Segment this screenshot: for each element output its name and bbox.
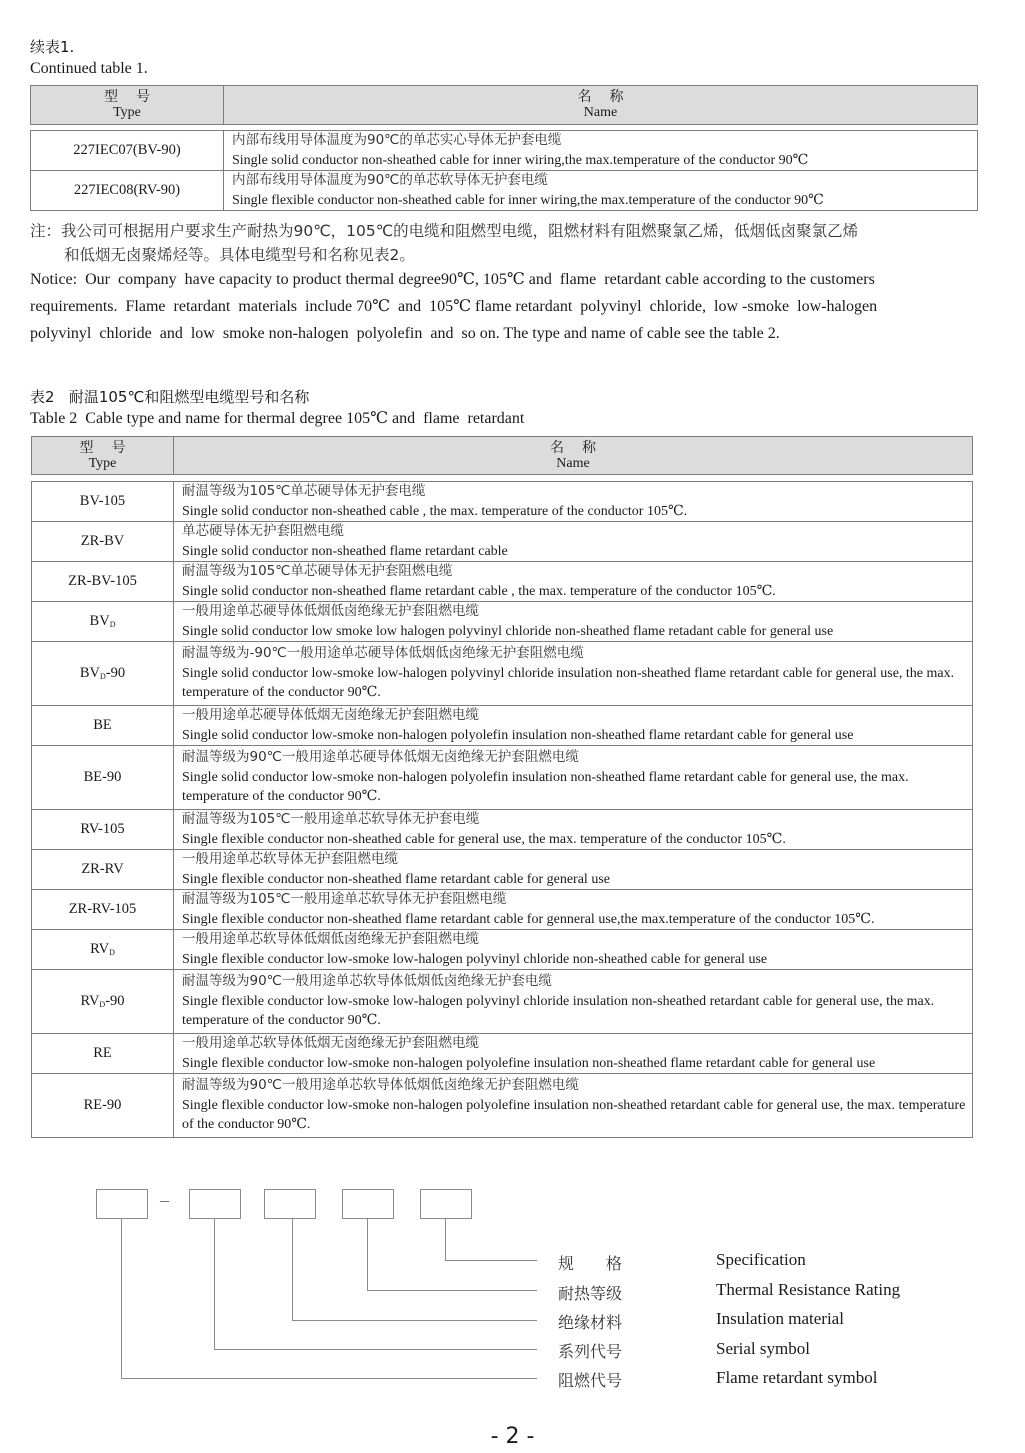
label-thermal-cn: 耐热等级	[558, 1284, 623, 1303]
cable-name-cn: 一般用途单芯软导体低烟低卤绝缘无护套阻燃电缆	[182, 931, 479, 947]
cable-name-cn: 一般用途单芯软导体无护套阻燃电缆	[182, 851, 398, 867]
cable-type	[32, 706, 174, 746]
type-header-en: Type	[88, 455, 117, 471]
table-row	[32, 1034, 973, 1074]
table-row	[31, 131, 978, 171]
cable-type-code: ZR-RV	[81, 861, 124, 877]
label-insulation-en: Insulation material	[716, 1309, 844, 1328]
label-serial-cn: 系列代号	[558, 1342, 623, 1361]
table1-body	[30, 130, 978, 211]
cable-name	[174, 602, 973, 642]
connector-line	[214, 1219, 215, 1349]
table2-caption-cn: 表2 耐温105℃和阻燃型电缆型号和名称	[30, 388, 310, 406]
label-specification-cn: 规 格	[558, 1254, 623, 1273]
page-number: - 2 -	[490, 1424, 535, 1449]
table2-header-name	[174, 437, 973, 475]
cable-name-cn: 耐温等级为90℃一般用途单芯硬导体低烟无卤绝缘无护套阻燃电缆	[182, 749, 579, 766]
cable-type	[32, 642, 174, 706]
name-header-en: Name	[583, 105, 618, 120]
code-dash: –	[160, 1190, 169, 1210]
notice-en-line1: Notice: Our company have capacity to product thermal degree90℃, 105℃ and flame retardant cable according to the customers	[30, 271, 875, 288]
cable-type	[32, 850, 174, 890]
cable-name-en: Single flexible conductor low-smoke non-halogen polyolefine insulation non-sheathed flame retardant cable for general use	[182, 1055, 876, 1071]
cable-name	[224, 131, 978, 171]
table1-header	[30, 85, 978, 125]
cable-type-code: ZR-BV	[80, 533, 125, 549]
cable-type	[32, 482, 174, 522]
table-row	[32, 642, 973, 706]
cable-type	[32, 930, 174, 970]
cable-name	[174, 930, 973, 970]
cable-name-en: Single flexible conductor non-sheathed flame retardant cable for general use	[182, 871, 610, 887]
cable-type-code: BV	[89, 613, 110, 629]
table-row	[32, 970, 973, 1034]
cable-name	[174, 482, 973, 522]
cable-name-en: Single solid conductor low-smoke non-halogen polyolefin insulation non-sheathed flame retardant cable for general use	[182, 727, 854, 743]
cable-type-code: RE	[93, 1045, 112, 1061]
cable-type	[31, 171, 224, 211]
cable-name-cn: 耐温等级为105℃单芯硬导体无护套阻燃电缆	[182, 563, 453, 579]
cable-name-en: Single flexible conductor non-sheathed flame retardant cable for genneral use,the max.temperature of the conductor 105℃.	[182, 911, 875, 927]
table2-body	[31, 481, 973, 1138]
cable-name	[174, 810, 973, 850]
table2-header-type	[32, 437, 174, 475]
connector-line	[121, 1378, 537, 1379]
cable-name-en: Single solid conductor low-smoke non-halogen polyolefin insulation non-sheathed flame retardant cable for general use, the max. temperature of the conductor 90℃.	[182, 769, 909, 805]
cable-type-code: BE-90	[83, 769, 122, 785]
cable-type-code: BV-105	[79, 493, 126, 509]
table1-caption-cn: 续表1.	[30, 38, 75, 56]
cable-type-suffix: -90	[105, 665, 126, 681]
connector-line	[445, 1260, 537, 1261]
connector-line	[367, 1290, 537, 1291]
cable-name-cn: 耐温等级为105℃一般用途单芯软导体无护套阻燃电缆	[182, 891, 507, 907]
table1-caption-en: Continued table 1.	[30, 60, 148, 77]
cable-type-subscript: D	[100, 672, 106, 681]
cable-name-en: Single solid conductor low-smoke low-halogen polyvinyl chloride insulation non-sheathed flame retardant cable for general use, the max. temperature of the conductor 90℃.	[182, 665, 955, 701]
code-box-specification	[420, 1189, 472, 1219]
cable-type-code: RV	[90, 941, 110, 957]
table-row	[32, 746, 973, 810]
cable-name	[224, 171, 978, 211]
cable-name-cn: 耐温等级为105℃一般用途单芯软导体无护套电缆	[182, 811, 480, 827]
table-row	[32, 562, 973, 602]
cable-name	[174, 970, 973, 1034]
cable-type	[32, 562, 174, 602]
cable-name-cn: 耐温等级为90℃一般用途单芯软导体低烟低卤绝缘无护套阻燃电缆	[182, 1077, 579, 1094]
cable-name-cn: 耐温等级为90℃一般用途单芯软导体低烟低卤绝缘无护套电缆	[182, 973, 552, 990]
code-box-insulation	[264, 1189, 316, 1219]
table2-caption-en: Table 2 Cable type and name for thermal degree 105℃ and flame retardant	[30, 410, 525, 427]
label-insulation-cn: 绝缘材料	[558, 1313, 623, 1332]
cable-name	[174, 890, 973, 930]
cable-name-en: Single solid conductor non-sheathed cable , the max. temperature of the conductor 105℃.	[182, 503, 688, 519]
table-row	[32, 810, 973, 850]
cable-type-code: RE-90	[83, 1097, 122, 1113]
table-row	[32, 706, 973, 746]
cable-type-code: RV-105	[80, 821, 125, 837]
cable-name-cn: 一般用途单芯软导体低烟无卤绝缘无护套阻燃电缆	[182, 1035, 479, 1051]
cable-name-cn: 内部布线用导体温度为90℃的单芯软导体无护套电缆	[232, 172, 548, 188]
cable-name-cn: 耐温等级为105℃单芯硬导体无护套电缆	[182, 483, 426, 499]
cable-name-en: Single solid conductor non-sheathed flame retardant cable	[182, 543, 508, 559]
table2-header	[31, 436, 973, 475]
type-header-cn: 型号	[104, 89, 168, 105]
cable-name	[174, 562, 973, 602]
cable-name-en: Single flexible conductor low-smoke non-halogen polyolefine insulation non-sheathed retardant cable for general use, the max. temperature of the conductor 90℃.	[182, 1097, 966, 1133]
cable-type-subscript: D	[99, 1000, 106, 1009]
table-row	[32, 482, 973, 522]
table-row	[32, 1074, 973, 1138]
table-row	[32, 522, 973, 562]
cable-name-en: Single flexible conductor non-sheathed cable for inner wiring,the max.temperature of the conductor 90℃	[232, 192, 824, 208]
table-row	[32, 930, 973, 970]
cable-type	[31, 131, 224, 171]
table-row	[32, 602, 973, 642]
table-row	[32, 890, 973, 930]
code-box-thermal	[342, 1189, 394, 1219]
cable-name-cn: 内部布线用导体温度为90℃的单芯实心导体无护套电缆	[232, 132, 562, 148]
cable-name	[174, 642, 973, 706]
cable-type	[32, 810, 174, 850]
label-flame-cn: 阻燃代号	[558, 1371, 623, 1390]
cable-type	[32, 746, 174, 810]
cable-name	[174, 1074, 973, 1138]
label-flame-en: Flame retardant symbol	[716, 1368, 878, 1387]
cable-type	[32, 602, 174, 642]
name-header-cn: 名称	[550, 439, 614, 456]
cable-type	[32, 970, 174, 1034]
cable-name-cn: 一般用途单芯硬导体低烟低卤绝缘无护套阻燃电缆	[182, 603, 479, 619]
connector-line	[292, 1219, 293, 1320]
notice-cn-line2: 和低烟无卤聚烯烃等。具体电缆型号和名称见表2。	[64, 246, 415, 264]
cable-type-code: BV	[79, 665, 101, 681]
cable-type-code: ZR-RV-105	[68, 901, 137, 917]
notice-en-line3: polyvinyl chloride and low smoke non-halogen polyolefin and so on. The type and name of cable see the table 2.	[30, 325, 780, 342]
cable-type-code: BE	[93, 717, 112, 733]
cable-name-en: Single flexible conductor low-smoke low-halogen polyvinyl chloride insulation non-sheathed retardant cable for general use, the max. temperature of the conductor 90℃.	[182, 993, 935, 1029]
cable-name-en: Single solid conductor low smoke low halogen polyvinyl chloride non-sheathed flame retadant cable for general use	[182, 623, 834, 639]
name-header-cn: 名称	[577, 89, 642, 105]
table1-header-type	[31, 86, 224, 125]
connector-line	[121, 1219, 122, 1378]
table-row	[32, 850, 973, 890]
label-serial-en: Serial symbol	[716, 1339, 810, 1358]
connector-line	[214, 1349, 537, 1350]
cable-name	[174, 746, 973, 810]
cable-type-subscript: D	[109, 948, 115, 957]
cable-name	[174, 850, 973, 890]
cable-name	[174, 1034, 973, 1074]
cable-type-subscript: D	[109, 620, 116, 629]
cable-name	[174, 522, 973, 562]
cable-type-code: ZR-BV-105	[68, 573, 137, 589]
cable-type	[32, 1034, 174, 1074]
cable-name-en: Single flexible conductor non-sheathed cable for general use, the max. temperature of the conductor 105℃.	[182, 831, 786, 847]
cable-name-en: Single solid conductor non-sheathed flame retardant cable , the max. temperature of the conductor 105℃.	[182, 583, 776, 599]
cable-type	[32, 522, 174, 562]
cable-name-en: Single flexible conductor low-smoke low-halogen polyvinyl chloride non-sheathed cable for general use	[182, 951, 768, 967]
connector-line	[292, 1320, 537, 1321]
table-row	[31, 171, 978, 211]
connector-line	[367, 1219, 368, 1290]
cable-name-cn: 单芯硬导体无护套阻燃电缆	[182, 523, 344, 539]
code-box-serial	[189, 1189, 241, 1219]
cable-type-code: RV	[80, 993, 100, 1009]
notice-cn-line1: 注：我公司可根据用户要求生产耐热为90℃，105℃的电缆和阻燃型电缆，阻燃材料有阻燃聚氯乙烯，低烟低卤聚氯乙烯	[30, 222, 859, 240]
label-thermal-en: Thermal Resistance Rating	[716, 1280, 901, 1299]
code-box-flame-retardant	[96, 1189, 148, 1219]
cable-name-en: Single solid conductor non-sheathed cable for inner wiring,the max.temperature of the conductor 90℃	[232, 152, 809, 168]
type-header-cn: 型号	[79, 439, 144, 456]
name-header-en: Name	[556, 455, 590, 471]
cable-type-suffix: -90	[105, 993, 125, 1009]
notice-en-line2: requirements. Flame retardant materials include 70℃ and 105℃ flame retardant polyvinyl chloride, low -smoke low-halogen	[30, 298, 878, 315]
label-specification-en: Specification	[716, 1250, 806, 1269]
connector-line	[445, 1219, 446, 1260]
cable-name-cn: 耐温等级为-90℃一般用途单芯硬导体低烟低卤绝缘无护套阻燃电缆	[182, 645, 584, 662]
cable-type	[32, 1074, 174, 1138]
table1-header-name	[224, 86, 978, 125]
cable-type	[32, 890, 174, 930]
cable-name-cn: 一般用途单芯硬导体低烟无卤绝缘无护套阻燃电缆	[182, 707, 479, 723]
cable-name	[174, 706, 973, 746]
type-header-en: Type	[113, 105, 141, 120]
cable-type-code: 227IEC08(RV-90)	[73, 182, 181, 198]
cable-type-code: 227IEC07(BV-90)	[73, 142, 181, 158]
